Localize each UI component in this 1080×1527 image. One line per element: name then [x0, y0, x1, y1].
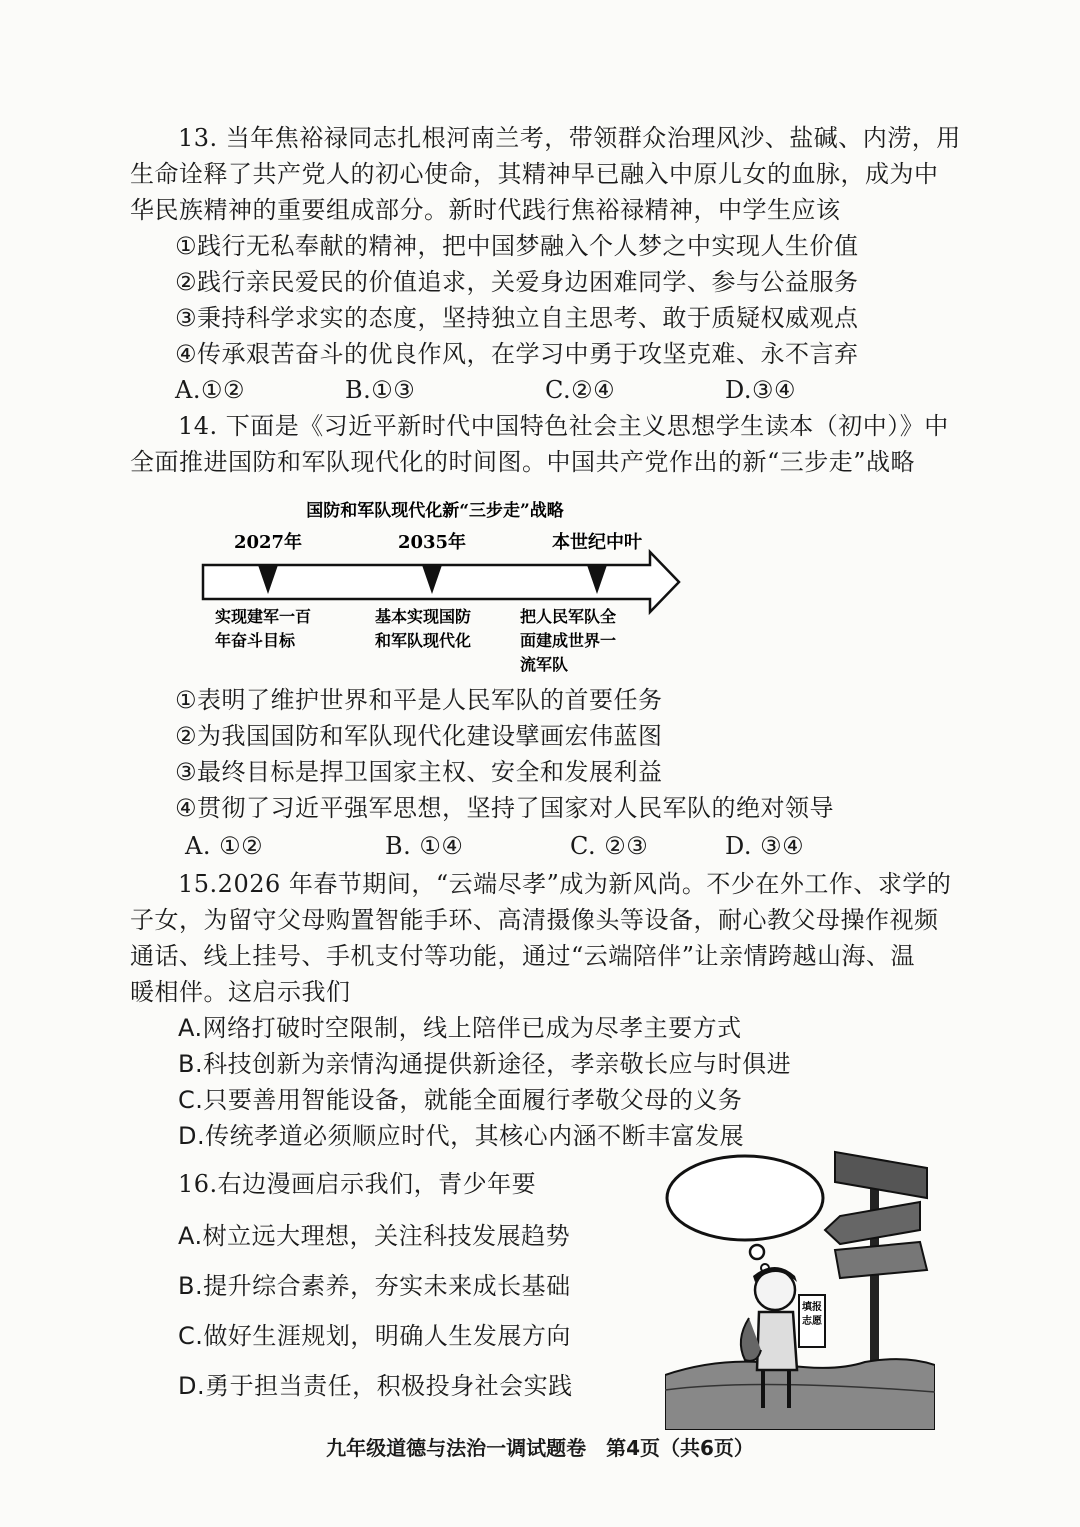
q13-stem-line-2: 生命诠释了共产党人的初心使命，其精神早已融入中原儿女的血脉，成为中 — [130, 160, 939, 188]
q14-item-4: ④贯彻了习近平强军思想，坚持了国家对人民军队的绝对领导 — [175, 794, 835, 822]
timeline-point-2-desc-2: 和军队现代化 — [375, 631, 472, 650]
direction-sign-icon — [835, 1242, 927, 1278]
q13-item-1: ①践行无私奉献的精神，把中国梦融入个人梦之中实现人生价值 — [175, 232, 859, 260]
timeline-point-2-label: 2035年 — [397, 532, 467, 553]
timeline-title: 国防和军队现代化新“三步走”战略 — [306, 501, 564, 521]
q15-option-b: B.科技创新为亲情沟通提供新途径，孝亲敬长应与时俱进 — [178, 1050, 792, 1078]
q14-option-b: B. ①④ — [385, 832, 464, 860]
q13-option-a: A.①② — [175, 376, 245, 404]
timeline-point-3-desc-1: 把人民军队全 — [520, 607, 617, 626]
timeline-point-3-desc-2: 面建成世界一 — [520, 631, 617, 650]
q16-option-c: C.做好生涯规划，明确人生发展方向 — [178, 1322, 571, 1350]
timeline-point-1-label: 2027年 — [233, 532, 303, 553]
q16-stem: 16.右边漫画启示我们，青少年要 — [178, 1170, 537, 1198]
timeline-point-1-desc-2: 年奋斗目标 — [215, 631, 296, 650]
q14-option-c: C. ②③ — [570, 832, 649, 860]
student-body-icon — [757, 1312, 797, 1370]
q16-option-b: B.提升综合素养，夯实未来成长基础 — [178, 1272, 571, 1300]
q16-option-a: A.树立远大理想，关注科技发展趋势 — [178, 1222, 571, 1250]
q15-option-d: D.传统孝道必须顺应时代，其核心内涵不断丰富发展 — [178, 1122, 745, 1150]
q16-option-d: D.勇于担当责任，积极投身社会实践 — [178, 1372, 573, 1400]
q13-stem-line-3: 华民族精神的重要组成部分。新时代践行焦裕禄精神，中学生应该 — [130, 196, 841, 224]
timeline-diagram — [195, 490, 695, 685]
q14-item-3: ③最终目标是捍卫国家主权、安全和发展利益 — [175, 758, 663, 786]
thought-dot-icon — [750, 1245, 764, 1259]
q13-item-3: ③秉持科学求实的态度，坚持独立自主思考、敢于质疑权威观点 — [175, 304, 859, 332]
q15-stem-line-3: 通话、线上挂号、手机支付等功能，通过“云端陪伴”让亲情跨越山海、温 — [130, 942, 916, 970]
timeline-point-2-desc-1: 基本实现国防 — [375, 607, 472, 626]
timeline-point-3-label: 本世纪中叶 — [552, 532, 642, 553]
q14-item-2: ②为我国国防和军队现代化建设擘画宏伟蓝图 — [175, 722, 663, 750]
timeline-point-3-desc-3: 流军队 — [520, 655, 569, 674]
q14-option-d: D. ③④ — [725, 832, 805, 860]
q15-stem-line-1: 15.2026 年春节期间，“云端尽孝”成为新风尚。不少在外工作、求学的 — [178, 870, 952, 898]
q13-option-b: B.①③ — [345, 376, 416, 404]
q14-stem-line-2: 全面推进国防和军队现代化的时间图。中国共产党作出的新“三步走”战略 — [130, 448, 916, 476]
q15-stem-line-4: 暖相伴。这启示我们 — [130, 978, 351, 1006]
q13-stem-line-1: 13. 当年焦裕禄同志扎根河南兰考，带领群众治理风沙、盐碱、内涝，用 — [178, 124, 961, 152]
q13-option-d: D.③④ — [725, 376, 797, 404]
direction-sign-icon — [835, 1152, 927, 1198]
q14-option-a: A. ①② — [185, 832, 264, 860]
form-text-line-1: 填报志愿 — [802, 1302, 822, 1327]
q13-option-c: C.②④ — [545, 376, 616, 404]
q15-option-c: C.只要善用智能设备，就能全面履行孝敬父母的义务 — [178, 1086, 743, 1114]
q13-item-4: ④传承艰苦奋斗的优良作风，在学习中勇于攻坚克难、永不言弃 — [175, 340, 859, 368]
thought-bubble-icon — [667, 1156, 823, 1240]
q14-item-1: ①表明了维护世界和平是人民军队的首要任务 — [175, 686, 663, 714]
q14-stem-line-1: 14. 下面是《习近平新时代中国特色社会主义思想学生读本（初中）》中 — [178, 412, 949, 440]
q13-item-2: ②践行亲民爱民的价值追求，关爱身边困难同学、参与公益服务 — [175, 268, 859, 296]
ground-icon — [665, 1359, 935, 1430]
page-footer: 九年级道德与法治一调试题卷 第4页（共6页） — [326, 1436, 754, 1460]
timeline-arrow — [203, 552, 679, 612]
timeline-point-1-desc-1: 实现建军一百 — [215, 607, 312, 626]
q15-option-a: A.网络打破时空限制，线上陪伴已成为尽孝主要方式 — [178, 1014, 742, 1042]
cartoon-illustration — [665, 1150, 935, 1430]
q15-stem-line-2: 子女，为留守父母购置智能手环、高清摄像头等设备，耐心教父母操作视频 — [130, 906, 939, 934]
